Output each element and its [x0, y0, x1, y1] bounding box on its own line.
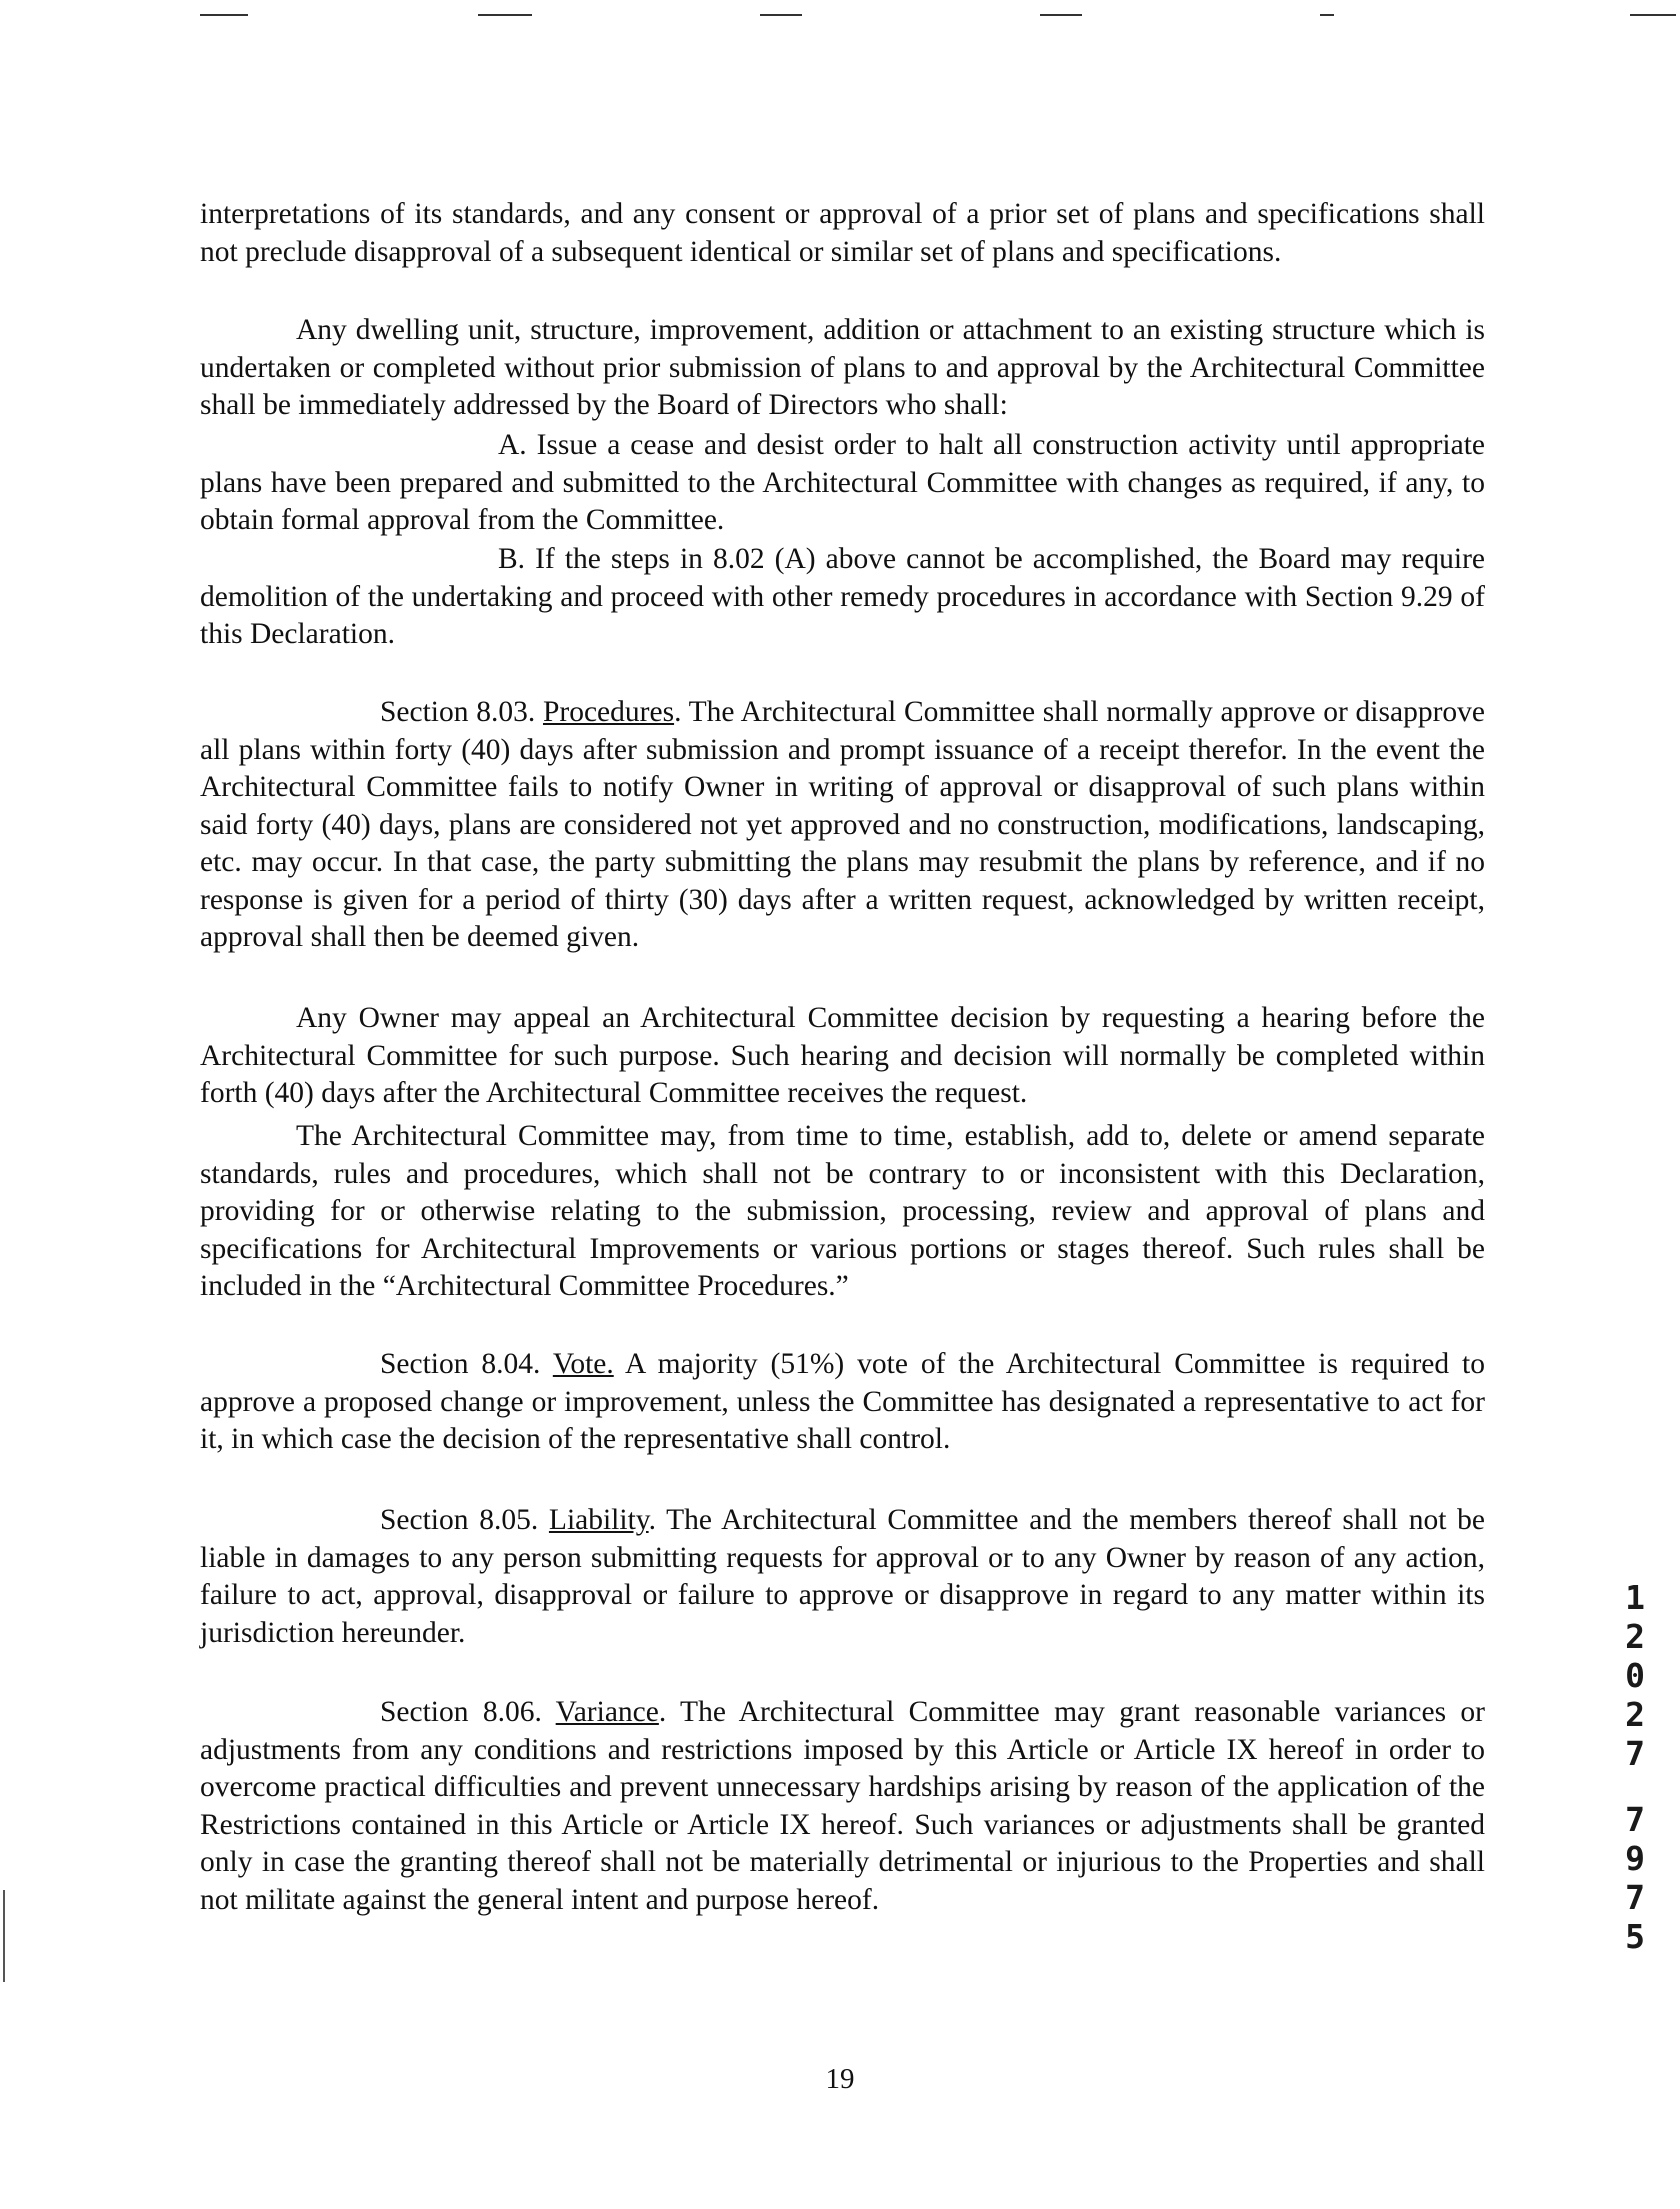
section-text: . The Architectural Committee shall normally approve or disapprove all plans within forty (40) days after submission and prompt issuance of a receipt therefor. In the event the Architectural Committee fails to notify Owner in writing of approval or disapproval of such plans within said forty (40) days, plans are considered not yet approved and no construction, modifications, landscaping, etc. may occur. In that case, the party submitting the plans may resubmit the plans by reference, and if no response is given for a period of thirty (30) days after a written request, acknowledged by written receipt, approval shall then be deemed given. — [200, 696, 1485, 953]
section-8-03-rules: The Architectural Committee may, from time to time, establish, add to, delete or amend separate standards, rules and procedures, which shall not be contrary to or inconsistent with this Declaration, providing for or otherwise relating to the submission, processing, review and approval of plans and specifications for Architectural Improvements or various portions or stages thereof. Such rules shall be included in the “Architectural Committee Procedures.” — [200, 1120, 1485, 1302]
stamp-digit: 0 — [1625, 1656, 1645, 1695]
stamp-digit: 7 — [1625, 1878, 1645, 1917]
section-heading: Procedures — [542, 696, 675, 728]
stamp-digit: 1 — [1625, 1578, 1645, 1617]
section-8-03 — [200, 694, 1485, 957]
stamp-digit: 9 — [1625, 1839, 1645, 1878]
stamp-digit: 2 — [1625, 1695, 1645, 1734]
section-heading: Liability — [548, 1504, 649, 1536]
section-text: . The Architectural Committee and the members thereof shall not be liable in damages to any person submitting requests for approval or to any Owner by reason of any action, failure to act, approval, disapproval or failure to approve or disapprove in regard to any matter within its jurisdiction hereunder. — [200, 1504, 1485, 1649]
recording-number-stamp-2 — [1610, 1800, 1660, 1956]
section-heading: Vote. — [552, 1348, 614, 1380]
scan-mark — [760, 14, 802, 16]
section-text: A majority (51%) vote of the Architectural Committee is required to approve a proposed change or improvement, unless the Committee has designated a representative to act for it, in which case the decision of the representative shall control. — [200, 1348, 1485, 1455]
section-number: Section 8.05. — [380, 1504, 539, 1536]
paragraph-item-a: A. Issue a cease and desist order to halt all construction activity until appropriate plans have been prepared and submitted to the Architectural Committee with changes as required, if any, to obtain formal approval from the Committee. — [200, 429, 1485, 536]
section-number: Section 8.03. — [380, 696, 536, 728]
section-8-06 — [200, 1694, 1485, 1919]
scan-mark — [200, 14, 248, 16]
section-8-04 — [200, 1346, 1485, 1459]
stamp-digit: 2 — [1625, 1617, 1645, 1656]
page-number: 19 — [825, 2063, 855, 2095]
paragraph-item-b: B. If the steps in 8.02 (A) above cannot be accomplished, the Board may require demolition of the undertaking and proceed with other remedy procedures in accordance with Section 9.29 of this Declaration. — [200, 543, 1485, 650]
section-text: . The Architectural Committee may grant reasonable variances or adjustments from any conditions and restrictions imposed by this Article or Article IX hereof in order to overcome practical difficulties and prevent unnecessary hardships arising by reason of the application of the Restrictions contained in this Article or Article IX hereof. Such variances or adjustments shall be granted only in case the granting thereof shall not be materially detrimental or injurious to the Properties and shall not militate against the general intent and purpose hereof. — [200, 1696, 1485, 1916]
section-number: Section 8.06. — [380, 1696, 542, 1728]
scan-mark — [1320, 14, 1334, 16]
scan-mark — [478, 14, 532, 16]
section-8-03-appeal: Any Owner may appeal an Architectural Committee decision by requesting a hearing before the Architectural Committee for such purpose. Such hearing and decision will normally be completed within forth (40) days after the Architectural Committee receives the request. — [200, 1002, 1485, 1109]
scan-mark — [1630, 14, 1676, 16]
recording-number-stamp — [1610, 1578, 1660, 1773]
stamp-digit: 7 — [1625, 1734, 1645, 1773]
section-number: Section 8.04. — [380, 1348, 541, 1380]
paragraph-unapproved-structures: Any dwelling unit, structure, improvement, addition or attachment to an existing structure which is undertaken or completed without prior submission of plans to and approval by the Architectural Committee shall be immediately addressed by the Board of Directors who shall: — [200, 314, 1485, 421]
section-heading: Variance — [555, 1696, 659, 1728]
section-8-05 — [200, 1502, 1485, 1652]
stamp-digit: 5 — [1625, 1917, 1645, 1956]
paragraph-continuation: interpretations of its standards, and any consent or approval of a prior set of plans and specifications shall not preclude disapproval of a subsequent identical or similar set of plans and specifications. — [200, 198, 1485, 268]
scan-edge-line — [3, 1890, 5, 1982]
scan-mark — [1040, 14, 1082, 16]
stamp-digit: 7 — [1625, 1800, 1645, 1839]
